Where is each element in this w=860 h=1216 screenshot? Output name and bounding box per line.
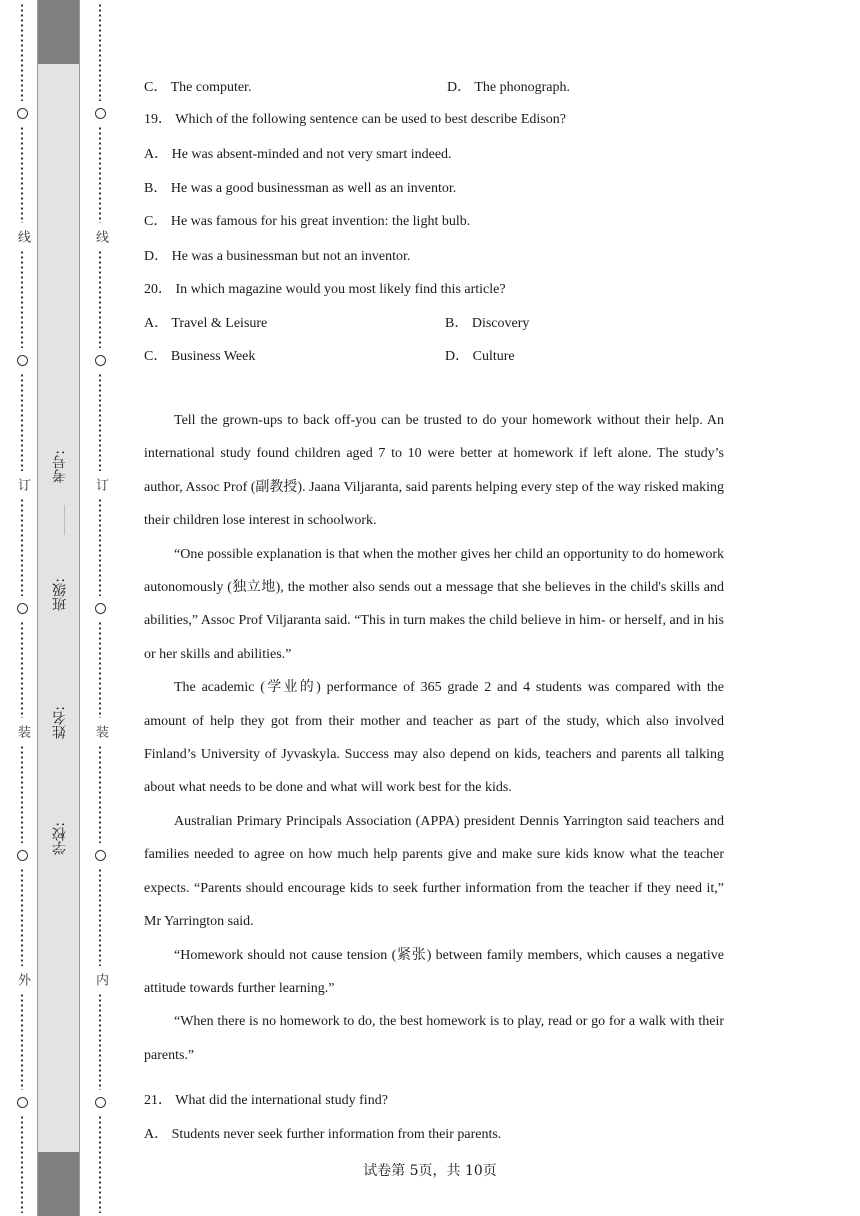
q20-option-c: C． Business Week — [144, 349, 256, 364]
q20-option-a: A． Travel & Leisure — [144, 316, 268, 331]
page-footer: 试卷第 5页，共 10页 — [363, 1163, 497, 1179]
exam-number-line — [64, 505, 65, 535]
q18-option-c: C． The computer. — [144, 80, 252, 95]
q19-option-a: A． He was absent-minded and not very smart indeed. — [144, 147, 452, 162]
q19-stem: 19． Which of the following sentence can be used to best describe Edison? — [144, 112, 566, 127]
passage-paragraph: “One possible explanation is that when the mother gives her child an opportunity to do homework autonomously (独立地), the mother also sends out a message that she believes in the child's skills and abilities,” Assoc Prof Viljaranta said. “This in turn makes the child believe in him- or herself, and in his or her skills and abilities.” — [144, 546, 724, 662]
passage-paragraph: “Homework should not cause tension (紧张) between family members, which causes a negative attitude towards further learning.” — [144, 947, 724, 996]
margin-label: 线 — [93, 230, 108, 244]
passage-paragraph: Australian Primary Principals Association (APPA) president Dennis Yarrington said teachers and families needed to agree on how much help parents give and make sure kids know what the teacher expects. “Parents should encourage kids to seek further information from the teacher if they need it,” Mr Yarrington said. — [144, 813, 724, 930]
binding-circle — [17, 1097, 28, 1108]
name-label: 姓名: — [52, 706, 68, 739]
binding-circle — [95, 1097, 106, 1108]
binding-circle — [95, 850, 106, 861]
binding-strip-cap — [38, 0, 79, 64]
reading-passage — [144, 404, 724, 1072]
binding-circle — [95, 603, 106, 614]
q20-option-b: B． Discovery — [445, 316, 530, 331]
exam-number-label: 考号: — [52, 450, 68, 483]
q19-option-b: B． He was a good businessman as well as an inventor. — [144, 181, 457, 196]
q21-stem: 21． What did the international study find? — [144, 1093, 388, 1108]
binding-circle — [95, 108, 106, 119]
margin-label: 订 — [93, 477, 108, 491]
q18-option-d: D． The phonograph. — [447, 80, 570, 95]
school-label: 学校: — [52, 822, 68, 855]
q19-option-d: D． He was a businessman but not an inventor. — [144, 249, 411, 264]
inner-dotted-column — [93, 0, 107, 1216]
q20-stem: 20． In which magazine would you most likely find this article? — [144, 282, 506, 297]
binding-circle — [17, 108, 28, 119]
binding-circle — [95, 355, 106, 366]
binding-circle — [17, 355, 28, 366]
q21-option-a: A． Students never seek further information from their parents. — [144, 1127, 502, 1142]
margin-label: 外 — [15, 972, 30, 986]
outer-dotted-column — [15, 0, 29, 1216]
q20-option-d: D． Culture — [445, 349, 515, 364]
margin-label: 装 — [93, 725, 108, 739]
binding-circle — [17, 603, 28, 614]
margin-label: 订 — [15, 477, 30, 491]
margin-label: 内 — [93, 972, 108, 986]
passage-paragraph: Tell the grown-ups to back off-you can be trusted to do your homework without their help. An international study found children aged 7 to 10 were better at homework if left alone. The study’s author, Assoc Prof (副教授). Jaana Viljaranta, said parents helping every step of the way risked making their children lose interest in schoolwork. — [144, 413, 724, 529]
q19-option-c: C． He was famous for his great invention: the light bulb. — [144, 214, 471, 229]
passage-paragraph: The academic (学业的) performance of 365 grade 2 and 4 students was compared with the amount of help they got from their mother and teacher as part of the study, which also involved Finland’s University of Jyvaskyla. Success may also depend on kids, teachers and parents all talking about what needs to be done and what will work best for the kids. — [144, 680, 724, 796]
passage-paragraph: “When there is no homework to do, the best homework is to play, read or go for a walk with their parents.” — [144, 1014, 724, 1063]
margin-label: 装 — [15, 725, 30, 739]
class-label: 班级: — [52, 578, 68, 611]
margin-label: 线 — [15, 230, 30, 244]
binding-circle — [17, 850, 28, 861]
